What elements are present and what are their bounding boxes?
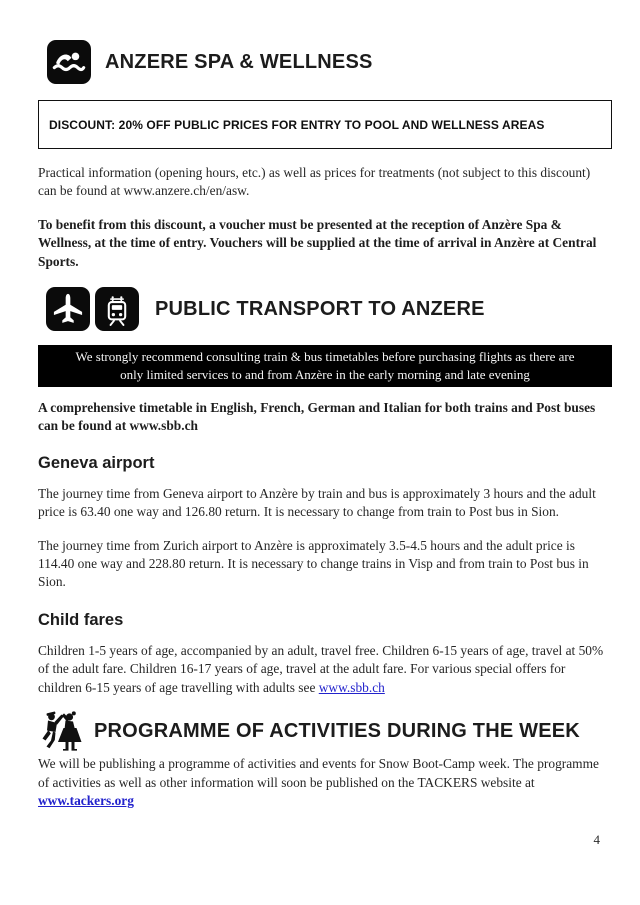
practical-info-paragraph: Practical information (opening hours, etc.) as well as prices for treatments (not subject to this discount) can be found at www.anzere.ch/en/asw.: [38, 165, 591, 199]
spa-section-header: [38, 40, 612, 84]
train-icon: [95, 287, 139, 331]
dancers-icon: [38, 709, 86, 753]
programme-section-header: [38, 709, 612, 753]
spa-section-title: ANZERE SPA & WELLNESS: [105, 50, 373, 73]
child-fares-heading: Child fares: [38, 610, 124, 629]
timetable-note-paragraph: A comprehensive timetable in English, French, German and Italian for both trains and Post buses can be found at www.sbb.ch: [38, 400, 596, 434]
programme-text: We will be publishing a programme of activities and events for Snow Boot-Camp week. The programme of activities as well as other information will soon be published on the TACKERS website at: [38, 756, 599, 790]
child-fares-text: Children 1-5 years of age, accompanied by an adult, travel free. Children 6-15 years of age, travel at 50% of the adult fare. Children 16-17 years of age, travel at the adult fare. For various special offers for children 6-15 years of age travelling with adults see: [38, 642, 604, 695]
tackers-link[interactable]: www.tackers.org: [38, 792, 134, 808]
transport-icons: [46, 287, 139, 331]
plane-icon: [46, 287, 90, 331]
geneva-airport-heading: Geneva airport: [38, 453, 155, 472]
swimmer-icon: [47, 40, 91, 84]
discount-text: DISCOUNT: 20% OFF PUBLIC PRICES FOR ENTRY TO POOL AND WELLNESS AREAS: [49, 118, 545, 132]
timetable-warning-banner: We strongly recommend consulting train & bus timetables before purchasing flights as there are only limited services to and from Anzère in the early morning and late evening: [38, 345, 612, 387]
programme-paragraph: [38, 755, 612, 810]
sbb-link[interactable]: www.sbb.ch: [318, 679, 385, 695]
transport-section-header: [38, 287, 612, 331]
discount-box: [38, 100, 612, 149]
transport-section-title: PUBLIC TRANSPORT TO ANZERE: [155, 297, 485, 320]
voucher-paragraph: To benefit from this discount, a voucher must be presented at the reception of Anzère Spa & Wellness, at the time of entry. Vouchers will be supplied at the time of arrival in Anzère at Central Sports.: [38, 216, 597, 269]
page-number: 4: [593, 832, 600, 847]
zurich-journey-paragraph: The journey time from Zurich airport to Anzère is approximately 3.5-4.5 hours and the adult price is 114.40 one way and 228.80 return. It is necessary to change trains in Visp and from train to Post bus in Sion.: [38, 537, 589, 590]
geneva-journey-paragraph: The journey time from Geneva airport to Anzère by train and bus is approximately 3 hours and the adult price is 63.40 one way and 126.80 return. It is necessary to change from train to Post bus in Sion.: [38, 485, 596, 520]
programme-section-title: PROGRAMME OF ACTIVITIES DURING THE WEEK: [94, 719, 580, 742]
child-fares-paragraph: [38, 642, 612, 697]
